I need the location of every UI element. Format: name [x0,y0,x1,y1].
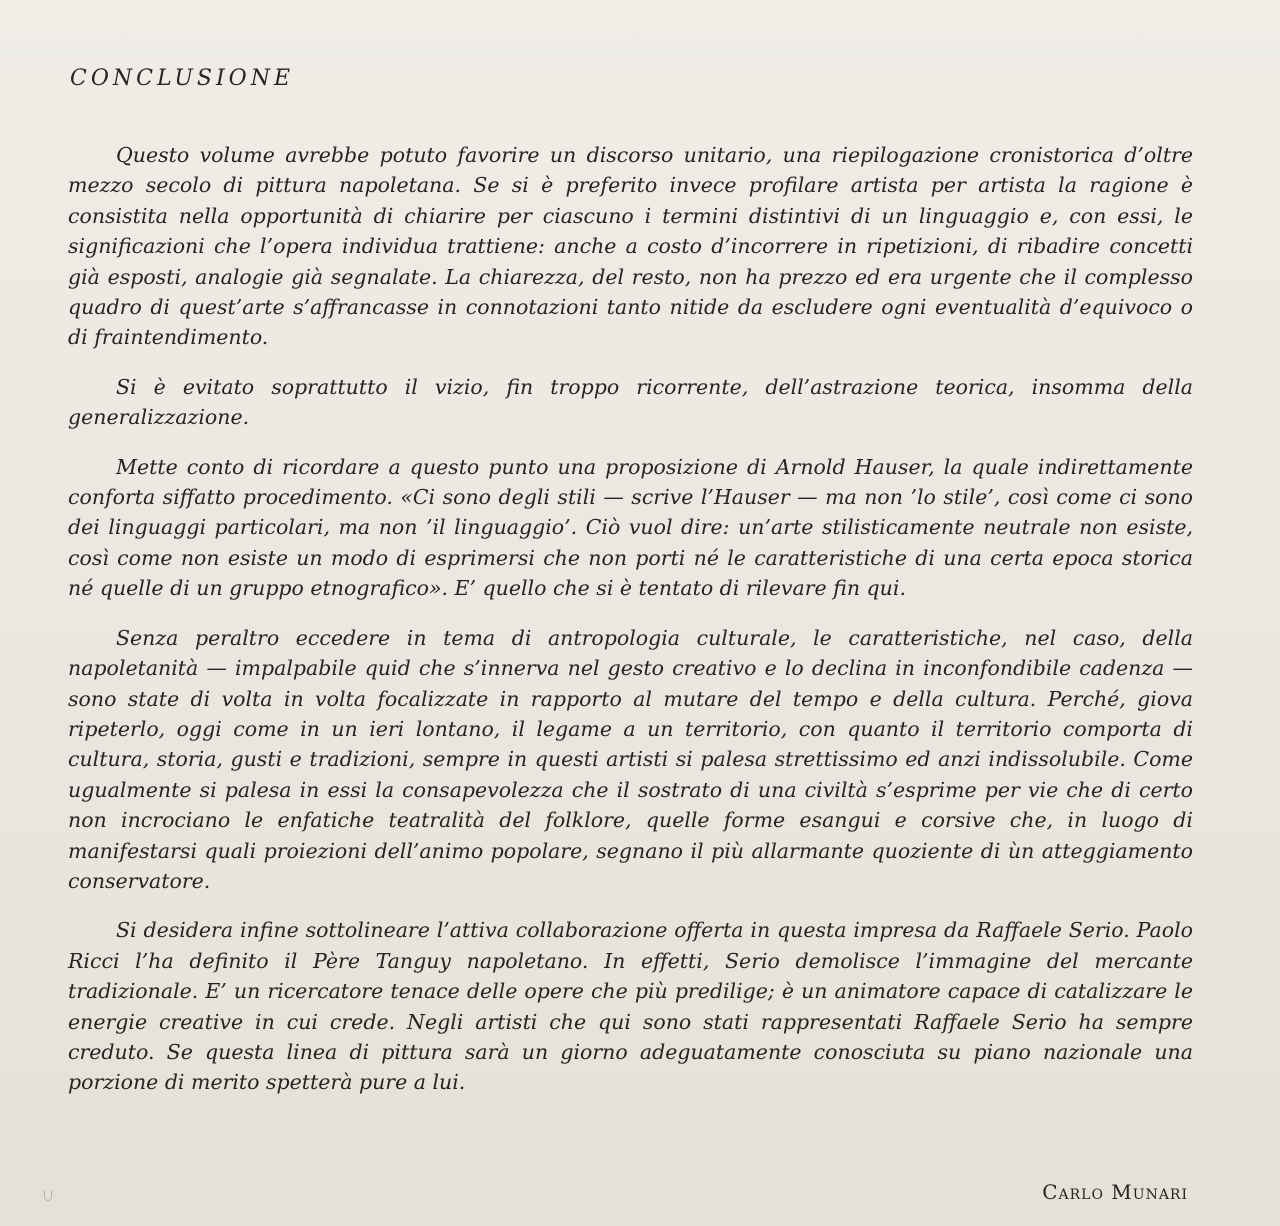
body-text [68,140,1193,1117]
paragraph-4: Senza peraltro eccedere in tema di antropologia culturale, le caratteristiche, nel caso, della napoletanità — impalpabile quid che s’innerva nel gesto creativo e lo declina in inconfondibile cadenza — sono state di volta in volta focalizzate in rapporto al mutare del tempo e della cultura. Perché, giova ripeterlo, oggi come in un ieri lontano, il legame a un territorio, con quanto il territorio comporta di cultura, storia, gusti e tradizioni, sempre in questi artisti si palesa strettissimo ed anzi indissolubile. Come ugualmente si palesa in essi la consapevolezza che il sostrato di una civiltà s’esprime per vie che di certo non incrociano le enfatiche teatralità del folklore, quelle forme esangui e corsive che, in luogo di manifestarsi quali proiezioni dell’animo popolare, segnano il più allarmante quoziente di ùn atteggiamento conservatore. [68,625,1193,893]
paragraph-3: Mette conto di ricordare a questo punto una proposizione di Arnold Hauser, la quale indirettamente conforta siffatto procedimento. «Ci sono degli stili — scrive l’Hauser — ma non ’lo stile’, così come ci sono dei linguaggi particolari, ma non ’il linguaggio’. Ciò vuol dire: un’arte stilisticamente neutrale non esiste, così come non esiste un modo di esprimersi che non porti né le caratteristiche di una certa epoca storica né quelle di un gruppo etnografico». E’ quello che si è tentato di rilevare fin qui. [68,454,1193,601]
author-signature: Carlo Munari [1042,1180,1188,1204]
page-mark [44,1190,52,1201]
paragraph-1: Questo volume avrebbe potuto favorire un discorso unitario, una riepilogazione cronistorica d’oltre mezzo secolo di pittura napoletana. Se si è preferito invece profilare artista per artista la ragione è consistita nella opportunità di chiarire per ciascuno i termini distintivi di un linguaggio e, con essi, le significazioni che l’opera individua trattiene: anche a costo d’incorrere in ripetizioni, di ribadire concetti già esposti, analogie già segnalate. La chiarezza, del resto, non ha prezzo ed era urgente che il complesso quadro di quest’arte s’affrancasse in connotazioni tanto nitide da escludere ogni eventualità d’equivoco o di fraintendimento. [68,143,1193,350]
page-title: CONCLUSIONE [70,66,295,91]
paragraph-2: Si è evitato soprattutto il vizio, fin troppo ricorrente, dell’astrazione teorica, insomma della generalizzazione. [68,374,1193,430]
paragraph-5: Si desidera infine sottolineare l’attiva collaborazione offerta in questa impresa da Raffaele Serio. Paolo Ricci l’ha definito il Père Tanguy napoletano. In effetti, Serio demolisce l’immagine del mercante tradizionale. E’ un ricercatore tenace delle opere che più predilige; è un animatore capace di catalizzare le energie creative in cui crede. Negli artisti che qui sono stati rappresentati Raffaele Serio ha sempre creduto. Se questa linea di pittura sarà un giorno adeguatamente conosciuta su piano nazionale una porzione di merito spetterà pure a lui. [68,918,1193,1095]
